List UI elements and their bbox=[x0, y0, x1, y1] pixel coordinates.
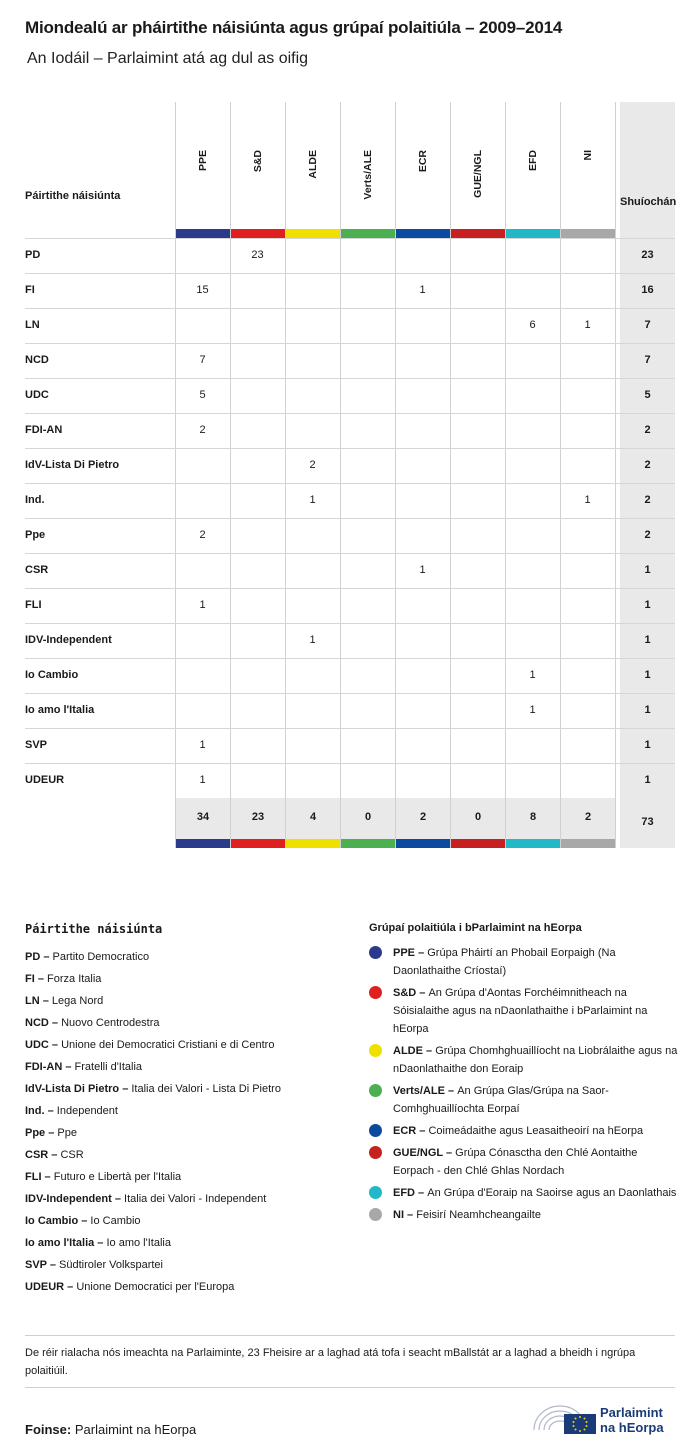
party-name: Io Cambio bbox=[25, 669, 79, 681]
group-color-bar bbox=[341, 839, 395, 848]
separator: – bbox=[404, 1209, 417, 1221]
group-total bbox=[395, 798, 450, 848]
group-header-label: GUE/NGL bbox=[471, 150, 484, 198]
seat-cell: 6 bbox=[529, 319, 536, 331]
seat-cell: 1 bbox=[529, 704, 536, 716]
table-row bbox=[25, 343, 675, 378]
party-legend-item bbox=[25, 1144, 355, 1166]
group-color-bar bbox=[561, 839, 615, 848]
grand-total: 73 bbox=[620, 798, 675, 848]
row-total: 2 bbox=[620, 519, 675, 554]
table-header bbox=[25, 102, 675, 238]
logo-line1: Parlaimint bbox=[600, 1405, 663, 1420]
party-legend-item bbox=[25, 968, 355, 990]
group-header-label: ALDE bbox=[306, 150, 319, 179]
group-color-bar bbox=[286, 839, 340, 848]
group-header-label: NI bbox=[581, 150, 594, 161]
party-name: FI bbox=[25, 284, 35, 296]
table-row bbox=[25, 693, 675, 728]
party-legend-item bbox=[25, 1122, 355, 1144]
seat-cell: 5 bbox=[199, 389, 206, 401]
party-fullname: Südtiroler Volkspartei bbox=[59, 1259, 163, 1271]
party-name: LN bbox=[25, 319, 40, 331]
row-total: 5 bbox=[620, 379, 675, 414]
separator: – bbox=[416, 987, 429, 999]
group-header-label: EFD bbox=[526, 150, 539, 171]
group-header-label: S&D bbox=[251, 150, 264, 173]
table-body bbox=[25, 238, 675, 798]
separator: – bbox=[94, 1237, 107, 1249]
table-row bbox=[25, 483, 675, 518]
group-legend-item bbox=[369, 944, 679, 980]
party-name: SVP bbox=[25, 739, 48, 751]
group-legend-item bbox=[369, 984, 679, 1038]
group-fullname: Grúpa Chomhghuaillíocht na Liobrálaithe agus na nDaonlathaithe don Eoraip bbox=[393, 1045, 678, 1075]
page-subtitle: An Iodáil – Parlaimint atá ag dul as oifig bbox=[27, 50, 309, 67]
party-legend-item bbox=[25, 1254, 355, 1276]
group-total-value: 4 bbox=[309, 811, 317, 823]
party-legend-item bbox=[25, 1210, 355, 1232]
party-abbr: IdV-Lista Di Pietro bbox=[25, 1083, 120, 1095]
party-name: CSR bbox=[25, 564, 49, 576]
separator: – bbox=[45, 1127, 58, 1139]
group-legend-item bbox=[369, 1122, 679, 1140]
separator: – bbox=[48, 1149, 61, 1161]
seat-table bbox=[25, 102, 677, 828]
page-title: Miondealú ar pháirtithe náisiúnta agus grúpaí polaitiúla – 2009–2014 bbox=[25, 18, 563, 37]
party-abbr: SVP bbox=[25, 1259, 47, 1271]
group-color-bar bbox=[506, 839, 560, 848]
group-color-bar bbox=[396, 839, 450, 848]
seat-cell: 7 bbox=[199, 354, 206, 366]
party-fullname: CSR bbox=[60, 1149, 84, 1161]
group-abbr: EFD bbox=[393, 1187, 415, 1199]
group-legend-item bbox=[369, 1184, 679, 1202]
party-legend-item bbox=[25, 1078, 355, 1100]
separator: – bbox=[44, 1105, 57, 1117]
table-row bbox=[25, 763, 675, 798]
separator: – bbox=[442, 1147, 456, 1159]
group-color-bar bbox=[395, 229, 450, 238]
party-legend-heading: Páirtithe náisiúnta bbox=[25, 922, 163, 936]
row-total: 1 bbox=[620, 764, 675, 799]
group-fullname: An Grúpa d'Eoraip na Saoirse agus an Daonlathais bbox=[427, 1187, 677, 1199]
seat-cell: 1 bbox=[309, 494, 316, 506]
group-legend-heading: Grúpaí polaitiúla i bParlaimint na hEorpa bbox=[369, 922, 582, 934]
party-abbr: Io amo l'Italia bbox=[25, 1237, 95, 1249]
party-legend-item bbox=[25, 1166, 355, 1188]
group-abbr: ALDE bbox=[393, 1045, 423, 1057]
party-fullname: Io amo l'Italia bbox=[106, 1237, 171, 1249]
party-legend-item bbox=[25, 1100, 355, 1122]
separator: – bbox=[48, 1017, 62, 1029]
total-header bbox=[620, 102, 675, 238]
logo-line2: na hEorpa bbox=[600, 1420, 664, 1435]
row-total: 2 bbox=[620, 484, 675, 519]
separator: – bbox=[111, 1193, 125, 1205]
group-fullname: Coimeádaithe agus Leasaitheoirí na hEorpa bbox=[428, 1125, 644, 1137]
party-abbr: Ind. bbox=[25, 1105, 45, 1117]
group-color-bar bbox=[175, 229, 230, 238]
party-fullname: Italia dei Valori - Lista Di Pietro bbox=[131, 1083, 281, 1095]
party-abbr: NCD bbox=[25, 1017, 49, 1029]
party-fullname: Partito Democratico bbox=[52, 951, 150, 963]
table-row bbox=[25, 413, 675, 448]
separator: – bbox=[415, 947, 428, 959]
group-total bbox=[450, 798, 505, 848]
row-total: 1 bbox=[620, 659, 675, 694]
table-row bbox=[25, 728, 675, 763]
group-header-4 bbox=[340, 102, 395, 238]
party-legend-item bbox=[25, 1034, 355, 1056]
group-color-bar bbox=[560, 229, 615, 238]
group-header-label: PPE bbox=[196, 150, 209, 172]
party-name: Ind. bbox=[25, 494, 45, 506]
group-fullname: An Grúpa d'Aontas Forchéimnitheach na Sóisialaithe agus na nDaonlathaithe i bParlaimint na hEorpa bbox=[393, 987, 648, 1035]
party-name: Io amo l'Italia bbox=[25, 704, 95, 716]
group-color-bar bbox=[451, 839, 505, 848]
party-abbr: FI bbox=[25, 973, 35, 985]
total-header-label: Shuíochán bbox=[620, 196, 677, 208]
party-abbr: CSR bbox=[25, 1149, 49, 1161]
group-abbr: Verts/ALE bbox=[393, 1085, 445, 1097]
group-abbr: NI bbox=[393, 1209, 404, 1221]
totals-row bbox=[175, 798, 675, 848]
party-legend-item bbox=[25, 1188, 355, 1210]
group-dot-icon bbox=[369, 1124, 382, 1137]
group-dot-icon bbox=[369, 1208, 382, 1221]
group-total bbox=[230, 798, 285, 848]
table-row bbox=[25, 448, 675, 483]
party-name: FDI-AN bbox=[25, 424, 63, 436]
seat-cell: 1 bbox=[199, 774, 206, 786]
separator: – bbox=[34, 973, 48, 985]
group-dot-icon bbox=[369, 946, 382, 959]
party-name: PD bbox=[25, 249, 41, 261]
table-row bbox=[25, 553, 675, 588]
party-legend-item bbox=[25, 1056, 355, 1078]
party-name: NCD bbox=[25, 354, 49, 366]
group-header-5 bbox=[395, 102, 450, 238]
group-abbr: GUE/NGL bbox=[393, 1147, 443, 1159]
row-header-label: Páirtithe náisiúnta bbox=[25, 190, 121, 202]
group-abbr: S&D bbox=[393, 987, 417, 999]
hemicycle-icon bbox=[530, 1400, 598, 1434]
group-header-2 bbox=[230, 102, 285, 238]
group-fullname: Grúpa Pháirtí an Phobail Eorpaigh (Na Daonlathaithe Críostaí) bbox=[393, 947, 616, 977]
party-name: IdV-Lista Di Pietro bbox=[25, 459, 120, 471]
group-legend-item bbox=[369, 1042, 679, 1078]
separator: – bbox=[40, 951, 53, 963]
party-fullname: Io Cambio bbox=[90, 1215, 141, 1227]
table-row bbox=[25, 273, 675, 308]
group-header-label: ECR bbox=[416, 150, 429, 173]
group-dot-icon bbox=[369, 1146, 382, 1159]
table-row bbox=[25, 238, 675, 273]
seat-cell: 1 bbox=[584, 319, 591, 331]
table-row bbox=[25, 658, 675, 693]
source bbox=[25, 1422, 196, 1437]
seat-cell: 1 bbox=[199, 599, 206, 611]
group-color-bar bbox=[176, 839, 230, 848]
row-total: 2 bbox=[620, 414, 675, 449]
party-abbr: FLI bbox=[25, 1171, 42, 1183]
separator: – bbox=[444, 1085, 458, 1097]
group-dot-icon bbox=[369, 986, 382, 999]
party-fullname: Nuovo Centrodestra bbox=[61, 1017, 160, 1029]
table-row bbox=[25, 518, 675, 553]
party-legend-item bbox=[25, 946, 355, 968]
group-total bbox=[560, 798, 615, 848]
group-header-7 bbox=[505, 102, 560, 238]
party-legend-item bbox=[25, 1232, 355, 1254]
separator: – bbox=[416, 1125, 429, 1137]
group-total-value: 34 bbox=[196, 811, 210, 823]
group-header-8 bbox=[560, 102, 615, 238]
group-total bbox=[505, 798, 560, 848]
party-abbr: FDI-AN bbox=[25, 1061, 63, 1073]
seat-cell: 2 bbox=[199, 529, 206, 541]
table-row bbox=[25, 378, 675, 413]
group-total-value: 23 bbox=[251, 811, 265, 823]
row-total: 1 bbox=[620, 694, 675, 729]
party-legend-item bbox=[25, 1276, 355, 1298]
party-fullname: Ppe bbox=[57, 1127, 77, 1139]
group-abbr: ECR bbox=[393, 1125, 417, 1137]
separator: – bbox=[39, 995, 52, 1007]
row-total: 7 bbox=[620, 309, 675, 344]
party-legend-item bbox=[25, 1012, 355, 1034]
group-dot-icon bbox=[369, 1044, 382, 1057]
separator: – bbox=[78, 1215, 91, 1227]
group-dot-icon bbox=[369, 1084, 382, 1097]
seat-cell: 23 bbox=[251, 249, 264, 261]
party-abbr: Ppe bbox=[25, 1127, 46, 1139]
party-abbr: PD bbox=[25, 951, 41, 963]
party-abbr: UDEUR bbox=[25, 1281, 65, 1293]
table-row bbox=[25, 623, 675, 658]
party-fullname: Fratelli d'Italia bbox=[74, 1061, 143, 1073]
group-header-3 bbox=[285, 102, 340, 238]
row-total: 1 bbox=[620, 589, 675, 624]
seat-cell: 1 bbox=[309, 634, 316, 646]
party-name: UDEUR bbox=[25, 774, 65, 786]
separator: – bbox=[46, 1259, 60, 1271]
group-color-bar bbox=[505, 229, 560, 238]
separator: – bbox=[41, 1171, 54, 1183]
group-header-6 bbox=[450, 102, 505, 238]
group-color-bar bbox=[231, 839, 285, 848]
party-fullname: Forza Italia bbox=[47, 973, 102, 985]
ep-logo bbox=[530, 1400, 680, 1440]
seat-cell: 1 bbox=[199, 739, 206, 751]
group-abbr: PPE bbox=[393, 947, 416, 959]
row-total: 1 bbox=[620, 624, 675, 659]
group-legend-item bbox=[369, 1082, 679, 1118]
row-total: 23 bbox=[620, 239, 675, 274]
party-name: IDV-Independent bbox=[25, 634, 112, 646]
table-row bbox=[25, 308, 675, 343]
separator: – bbox=[119, 1083, 132, 1095]
party-fullname: Unione dei Democratici Cristiani e di Centro bbox=[61, 1039, 275, 1051]
separator: – bbox=[64, 1281, 77, 1293]
seat-cell: 1 bbox=[419, 564, 426, 576]
separator: – bbox=[422, 1045, 436, 1057]
group-total bbox=[340, 798, 395, 848]
group-total bbox=[285, 798, 340, 848]
party-abbr: UDC bbox=[25, 1039, 49, 1051]
party-name: UDC bbox=[25, 389, 49, 401]
group-color-bar bbox=[450, 229, 505, 238]
group-total bbox=[175, 798, 230, 848]
party-abbr: IDV-Independent bbox=[25, 1193, 112, 1205]
row-total: 7 bbox=[620, 344, 675, 379]
seat-cell: 2 bbox=[199, 424, 206, 436]
separator: – bbox=[48, 1039, 62, 1051]
group-total-value: 2 bbox=[584, 811, 592, 823]
separator: – bbox=[62, 1061, 75, 1073]
group-total-value: 2 bbox=[419, 811, 427, 823]
party-name: FLI bbox=[25, 599, 42, 611]
seat-cell: 1 bbox=[419, 284, 426, 296]
party-legend bbox=[25, 922, 355, 1298]
seat-cell: 15 bbox=[196, 284, 209, 296]
party-fullname: Lega Nord bbox=[51, 995, 104, 1007]
group-total-value: 8 bbox=[529, 811, 537, 823]
group-color-bar bbox=[230, 229, 285, 238]
separator: – bbox=[415, 1187, 428, 1199]
source-label: Foinse: bbox=[25, 1422, 72, 1437]
party-abbr: LN bbox=[25, 995, 40, 1007]
source-value: Parlaimint na hEorpa bbox=[74, 1422, 197, 1437]
party-fullname: Futuro e Libertà per l'Italia bbox=[53, 1171, 182, 1183]
group-header-1 bbox=[175, 102, 230, 238]
seat-cell: 2 bbox=[309, 459, 316, 471]
group-dot-icon bbox=[369, 1186, 382, 1199]
group-header-label: Verts/ALE bbox=[361, 150, 374, 200]
row-total: 1 bbox=[620, 729, 675, 764]
party-fullname: Independent bbox=[56, 1105, 118, 1117]
group-legend bbox=[369, 922, 679, 1228]
group-total-value: 0 bbox=[474, 811, 482, 823]
party-abbr: Io Cambio bbox=[25, 1215, 79, 1227]
party-fullname: Italia dei Valori - Independent bbox=[124, 1193, 267, 1205]
footnote: De réir rialacha nós imeachta na Parlaiminte, 23 Fheisire ar a laghad atá tofa i seacht mBallstát ar a laghad a bheidh i ngrúpa polaitiúil. bbox=[25, 1335, 675, 1388]
party-legend-item bbox=[25, 990, 355, 1012]
party-name: Ppe bbox=[25, 529, 46, 541]
party-fullname: Unione Democratici per l'Europa bbox=[76, 1281, 235, 1293]
group-legend-item bbox=[369, 1144, 679, 1180]
seat-cell: 1 bbox=[529, 669, 536, 681]
group-color-bar bbox=[285, 229, 340, 238]
row-total: 16 bbox=[620, 274, 675, 309]
table-row bbox=[25, 588, 675, 623]
group-total-value: 0 bbox=[364, 811, 372, 823]
row-total: 2 bbox=[620, 449, 675, 484]
row-total: 1 bbox=[620, 554, 675, 589]
group-fullname: Feisirí Neamhcheangailte bbox=[416, 1209, 541, 1221]
group-color-bar bbox=[340, 229, 395, 238]
group-fullname: Grúpa Cónasctha den Chlé Aontaithe Eorpach - den Chlé Ghlas Nordach bbox=[393, 1147, 638, 1177]
seat-cell: 1 bbox=[584, 494, 591, 506]
group-fullname: An Grúpa Glas/Grúpa na Saor-Comhghuaillíochta Eorpaí bbox=[393, 1085, 609, 1115]
group-legend-item bbox=[369, 1206, 679, 1224]
